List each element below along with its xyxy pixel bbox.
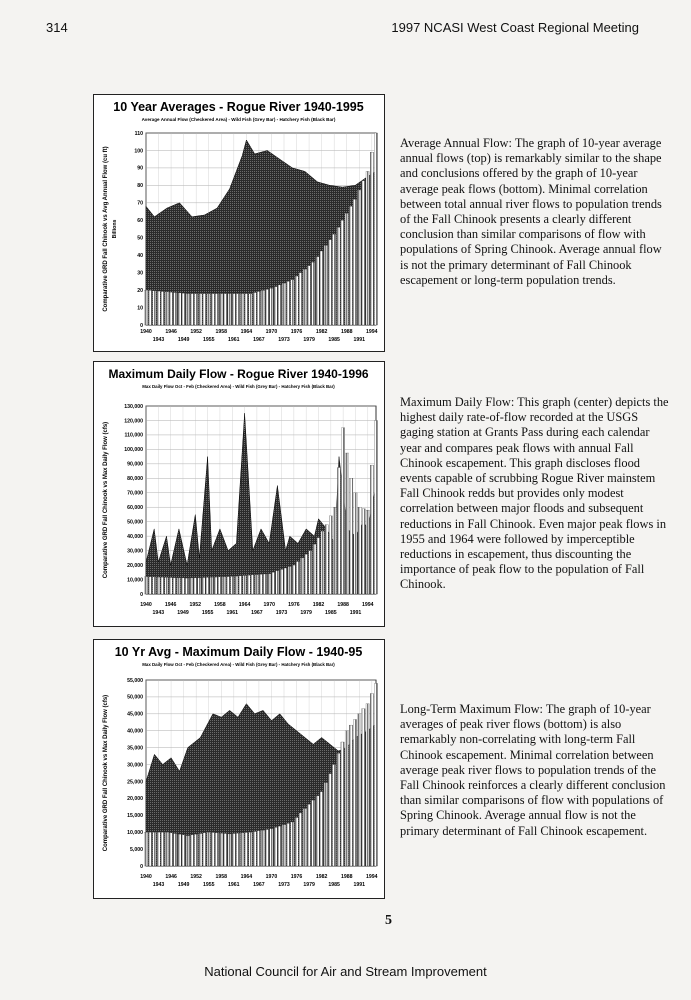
fish-bar xyxy=(261,830,264,866)
fish-bar xyxy=(186,836,189,866)
fish-bar xyxy=(276,571,279,594)
fish-bar xyxy=(218,577,221,594)
y-tick-label: 20 xyxy=(137,287,143,294)
x-tick-label: 1994 xyxy=(366,874,378,880)
x-tick-label: 1985 xyxy=(328,337,340,343)
fish-bar xyxy=(320,251,323,325)
y-tick-label: 5,000 xyxy=(130,846,143,853)
fish-bar xyxy=(186,578,189,594)
y-tick-label: 10,000 xyxy=(127,577,143,584)
y-tick-label: 30 xyxy=(137,270,143,277)
y-tick-label: 30,000 xyxy=(127,548,143,555)
fish-bar xyxy=(261,290,264,325)
fish-bar xyxy=(253,832,256,867)
x-tick-label: 1970 xyxy=(265,329,278,335)
description-annual-flow: Average Annual Flow: The graph of 10-year average annual flows (top) is remarkably similar to the shape and conclusions offered by the graph of 10-year average peak flows (bottom). Minimal correlation between total annual river flows to population trends of the Fall Chinook presents a clearly different conclusion than similar comparisons of flow with populations of Spring Chinook. Average annual flow is not the primary determinant of Fall Chinook escapement or long-term population trends. xyxy=(400,136,662,287)
x-tick-label: 1946 xyxy=(165,874,177,880)
chart-subtitle: Max Daily Flow Oct - Feb (Checkered Area) - Wild Fish (Grey Bar) - Hatchery Fish (Black Bar) xyxy=(142,662,335,667)
fish-bar xyxy=(186,294,189,325)
fish-bar xyxy=(370,465,373,594)
x-tick-label: 1949 xyxy=(177,882,190,888)
x-tick-label: 1958 xyxy=(214,602,226,608)
x-tick-label: 1940 xyxy=(140,602,152,608)
fish-bar xyxy=(317,538,320,594)
fish-bar xyxy=(144,290,147,325)
x-tick-label: 1952 xyxy=(189,602,202,608)
fish-bar xyxy=(207,832,210,866)
fish-bar xyxy=(374,421,377,595)
chart-subtitle: Max Daily Flow Oct - Feb (Checkered Area) - Wild Fish (Grey Bar) - Hatchery Fish (Black Bar) xyxy=(142,384,335,389)
description-max-daily-flow: Maximum Daily Flow: This graph (center) depicts the highest daily rate-of-flow recorded at the USGS gaging station at Grants Pass during each calendar year and compares peak flows with annual Fall Chinook escapement. This graph discloses flood events capable of scrubbing Rogue River mainstem Fall Chinook redds but provides only modest correlation between major floods and subsequent reductions in Fall Chinook. Even major peak flows in 1955 and 1964 were followed by imperceptible reductions in escapement, thus discounting the importance of peak flow to the population of Fall Chinook. xyxy=(400,395,669,592)
chart-title: Maximum Daily Flow - Rogue River 1940-1996 xyxy=(108,367,369,381)
y-tick-label: 30,000 xyxy=(127,762,143,769)
x-tick-label: 1991 xyxy=(349,610,362,616)
chart-avg-max-daily-flow xyxy=(93,639,385,899)
y-tick-label: 100 xyxy=(134,148,143,155)
footer: National Council for Air and Stream Improvement xyxy=(204,964,487,979)
chart-avg-max-daily-flow-svg xyxy=(94,640,383,897)
fish-bar xyxy=(215,294,218,325)
y-tick-label: 0 xyxy=(140,863,143,870)
fish-bar xyxy=(312,800,315,866)
x-tick-label: 1943 xyxy=(152,882,165,888)
x-tick-label: 1943 xyxy=(152,337,165,343)
fish-bar xyxy=(177,578,180,594)
fish-bar xyxy=(149,832,152,866)
fish-bar xyxy=(210,577,213,594)
fish-bar xyxy=(161,577,164,594)
fish-bar xyxy=(274,287,277,325)
x-tick-label: 1970 xyxy=(265,874,278,880)
fish-bar xyxy=(243,576,246,595)
fish-bar xyxy=(153,832,156,866)
y-tick-label: 50 xyxy=(137,235,143,242)
fish-bar xyxy=(337,753,340,866)
y-tick-label: 50,000 xyxy=(127,694,143,701)
fish-bar xyxy=(292,565,295,594)
fish-bar xyxy=(220,294,223,325)
fish-bar xyxy=(307,804,310,866)
y-axis-unit: Billions xyxy=(112,219,118,239)
fish-bar xyxy=(345,213,348,325)
fish-bar xyxy=(305,554,308,594)
fish-bar xyxy=(149,577,152,594)
fish-bar xyxy=(206,577,209,594)
fish-bar xyxy=(353,199,356,325)
fish-bar xyxy=(325,525,328,594)
y-tick-label: 70,000 xyxy=(127,490,143,497)
y-tick-label: 60 xyxy=(137,218,143,225)
x-tick-label: 1949 xyxy=(177,610,189,616)
fish-bar xyxy=(337,468,340,595)
fish-bar xyxy=(349,725,352,866)
fish-bar xyxy=(266,289,269,325)
y-axis-label: Comparative GRD Fall Chinook vs Max Daily Flow (cfs) xyxy=(103,694,109,852)
y-tick-label: 55,000 xyxy=(127,677,143,684)
fish-bar xyxy=(190,294,193,325)
y-tick-label: 20,000 xyxy=(127,562,143,569)
fish-bar xyxy=(178,293,181,325)
fish-bar xyxy=(296,562,299,595)
fish-bar xyxy=(358,190,361,325)
fish-bar xyxy=(236,833,239,866)
y-tick-label: 80,000 xyxy=(127,476,143,483)
fish-bar xyxy=(324,245,327,325)
fish-bar xyxy=(231,576,234,594)
fish-bar xyxy=(190,578,193,594)
fish-bar xyxy=(232,834,235,867)
fish-bar xyxy=(284,568,287,594)
fish-bar xyxy=(245,294,248,325)
fish-bar xyxy=(224,294,227,325)
fish-bar xyxy=(224,834,227,867)
fish-bar xyxy=(173,578,176,594)
y-tick-label: 80 xyxy=(137,183,143,190)
fish-bar xyxy=(328,240,331,325)
x-tick-label: 1973 xyxy=(275,610,288,616)
fish-bar xyxy=(241,833,244,866)
fish-bar xyxy=(333,234,336,325)
fish-bar xyxy=(215,833,218,866)
fish-bar xyxy=(203,294,206,325)
chart-title: 10 Year Averages - Rogue River 1940-1995 xyxy=(113,100,364,114)
fish-bar xyxy=(299,273,302,325)
x-tick-label: 1964 xyxy=(240,874,253,880)
y-tick-label: 35,000 xyxy=(127,745,143,752)
fish-bar xyxy=(333,765,336,867)
x-tick-label: 1958 xyxy=(215,874,228,880)
x-tick-label: 1955 xyxy=(202,337,215,343)
fish-bar xyxy=(203,833,206,866)
fish-bar xyxy=(349,206,352,325)
fish-bar xyxy=(324,783,327,866)
fish-bar xyxy=(328,774,331,866)
fish-bar xyxy=(346,453,349,594)
fish-bar xyxy=(165,577,168,594)
fish-bar xyxy=(257,292,260,326)
fish-bar xyxy=(272,572,275,594)
fish-bar xyxy=(161,292,164,326)
x-tick-label: 1967 xyxy=(253,882,265,888)
x-tick-label: 1961 xyxy=(228,337,240,343)
fish-bar xyxy=(329,516,332,594)
fish-bar xyxy=(241,294,244,325)
fish-bar xyxy=(182,835,185,866)
x-tick-label: 1952 xyxy=(190,329,202,335)
x-tick-label: 1994 xyxy=(362,602,374,608)
fish-bar xyxy=(169,833,172,866)
fish-bar xyxy=(316,796,319,866)
fish-bar xyxy=(251,575,254,594)
page-marker: 5 xyxy=(385,913,392,928)
y-tick-label: 25,000 xyxy=(127,779,143,786)
fish-bar xyxy=(353,720,356,867)
fish-bar xyxy=(190,835,193,866)
fish-bar xyxy=(374,133,377,325)
chart-title: 10 Yr Avg - Maximum Daily Flow - 1940-95 xyxy=(114,645,363,659)
fish-bar xyxy=(301,558,304,594)
fish-bar xyxy=(342,428,345,594)
x-tick-label: 1982 xyxy=(315,329,328,335)
fish-bar xyxy=(198,578,201,594)
fish-bar xyxy=(266,830,269,867)
fish-bar xyxy=(249,294,252,325)
x-tick-label: 1964 xyxy=(240,329,253,335)
fish-bar xyxy=(303,269,306,325)
y-tick-label: 50,000 xyxy=(127,519,143,526)
fish-bar xyxy=(320,792,323,866)
x-tick-label: 1988 xyxy=(337,602,349,608)
x-tick-label: 1979 xyxy=(303,882,315,888)
fish-bar xyxy=(181,578,184,594)
x-tick-label: 1976 xyxy=(290,874,303,880)
chart-annual-flow xyxy=(93,94,385,352)
x-tick-label: 1952 xyxy=(190,874,202,880)
fish-bar xyxy=(199,294,202,325)
y-tick-label: 10,000 xyxy=(127,829,143,836)
x-tick-label: 1988 xyxy=(340,329,353,335)
fish-bar xyxy=(337,227,340,325)
fish-bar xyxy=(211,294,214,325)
fish-bar xyxy=(366,171,369,325)
y-tick-label: 110,000 xyxy=(124,432,143,439)
y-tick-label: 10 xyxy=(137,305,143,312)
y-tick-label: 40,000 xyxy=(127,728,143,735)
fish-bar xyxy=(174,834,177,867)
fish-bar xyxy=(247,575,250,594)
fish-bar xyxy=(362,709,365,866)
x-tick-label: 1943 xyxy=(152,610,165,616)
fish-bar xyxy=(268,574,271,594)
fish-bar xyxy=(341,742,344,866)
fish-bar xyxy=(282,283,285,325)
y-tick-label: 70 xyxy=(137,200,143,207)
fish-bar xyxy=(245,833,248,867)
fish-bar xyxy=(312,262,315,325)
x-tick-label: 1991 xyxy=(353,337,366,343)
fish-bar xyxy=(374,683,377,866)
fish-bar xyxy=(232,294,235,325)
fish-bar xyxy=(255,575,258,594)
page-number: 314 xyxy=(46,20,68,35)
x-tick-label: 1940 xyxy=(140,874,152,880)
x-tick-label: 1946 xyxy=(165,329,177,335)
fish-bar xyxy=(253,293,256,326)
fish-bar xyxy=(366,704,369,866)
fish-bar xyxy=(291,280,294,325)
fish-bar xyxy=(370,152,373,325)
chart-subtitle: Average Annual Flow (Checkered Area) - Wild Fish (Grey Bar) - Hatchery Fish (Black Bar) xyxy=(141,117,336,122)
x-tick-label: 1949 xyxy=(177,337,190,343)
x-tick-label: 1940 xyxy=(140,329,152,335)
x-tick-label: 1976 xyxy=(290,329,303,335)
x-tick-label: 1982 xyxy=(312,602,325,608)
x-tick-label: 1964 xyxy=(238,602,251,608)
fish-bar xyxy=(333,507,336,594)
fish-bar xyxy=(282,825,285,866)
fish-bar xyxy=(194,578,197,594)
y-tick-label: 100,000 xyxy=(124,447,143,454)
fish-bar xyxy=(235,576,238,594)
fish-bar xyxy=(270,829,273,866)
y-tick-label: 90 xyxy=(137,165,143,172)
x-tick-label: 1970 xyxy=(263,602,275,608)
fish-bar xyxy=(287,823,290,866)
y-tick-label: 130,000 xyxy=(124,403,143,410)
fish-bar xyxy=(358,714,361,866)
fish-bar xyxy=(157,577,160,594)
fish-bar xyxy=(214,577,217,594)
fish-bar xyxy=(270,288,273,325)
fish-bar xyxy=(288,567,291,595)
y-tick-label: 0 xyxy=(140,591,143,598)
y-tick-label: 45,000 xyxy=(127,711,143,718)
x-tick-label: 1967 xyxy=(251,610,263,616)
fish-bar xyxy=(309,551,312,594)
x-tick-label: 1973 xyxy=(278,337,290,343)
y-tick-label: 20,000 xyxy=(127,796,143,803)
fish-bar xyxy=(228,834,231,866)
x-tick-label: 1967 xyxy=(253,337,265,343)
x-tick-label: 1955 xyxy=(202,882,215,888)
fish-bar xyxy=(321,531,324,594)
fish-bar xyxy=(239,576,242,594)
y-tick-label: 110 xyxy=(134,130,143,137)
y-tick-label: 120,000 xyxy=(124,418,143,425)
fish-bar xyxy=(161,832,164,866)
x-tick-label: 1988 xyxy=(340,874,353,880)
fish-bar xyxy=(257,831,260,866)
fish-bar xyxy=(165,832,168,866)
fish-bar xyxy=(354,493,357,594)
fish-bar xyxy=(157,291,160,325)
fish-bar xyxy=(195,834,198,866)
fish-bar xyxy=(202,578,205,595)
fish-bar xyxy=(199,834,202,867)
fish-bar xyxy=(165,292,168,325)
fish-bar xyxy=(222,577,225,594)
fish-bar xyxy=(366,510,369,594)
fish-bar xyxy=(299,813,302,866)
fish-bar xyxy=(236,294,239,325)
fish-bar xyxy=(345,731,348,866)
x-tick-label: 1961 xyxy=(226,610,239,616)
fish-bar xyxy=(307,266,310,325)
x-tick-label: 1958 xyxy=(215,329,228,335)
fish-bar xyxy=(341,220,344,325)
fish-bar xyxy=(362,509,365,594)
x-tick-label: 1955 xyxy=(201,610,214,616)
y-axis-label: Comparative GRD Fall Chinook vs Avg Annual Flow (cu ft) xyxy=(103,146,109,312)
fish-bar xyxy=(207,294,210,325)
chart-annual-flow-svg xyxy=(94,95,383,350)
x-tick-label: 1976 xyxy=(288,602,300,608)
fish-bar xyxy=(370,694,373,867)
fish-bar xyxy=(287,281,290,325)
fish-bar xyxy=(278,826,281,866)
fish-bar xyxy=(316,257,319,325)
fish-bar xyxy=(227,577,230,594)
fish-bar xyxy=(358,507,361,594)
y-tick-label: 40 xyxy=(137,252,143,259)
x-tick-label: 1946 xyxy=(164,602,177,608)
x-tick-label: 1985 xyxy=(325,610,337,616)
x-tick-label: 1961 xyxy=(228,882,240,888)
meeting-title: 1997 NCASI West Coast Regional Meeting xyxy=(391,20,639,35)
x-tick-label: 1973 xyxy=(278,882,290,888)
fish-bar xyxy=(178,834,181,866)
fish-bar xyxy=(228,294,231,325)
description-long-term-flow: Long-Term Maximum Flow: The graph of 10-year averages of peak river flows (bottom) is also remarkably non-correlating with long-term Fall Chinook escapement. Minimal correlation between average peak river flows to population trends of the Fall Chinook reinforces a clearly different conclusion than similar comparisons of flow with populations of Spring Chinook. Average annual flow is not the primary determinant of Fall Chinook escapement. xyxy=(400,702,666,838)
fish-bar xyxy=(362,181,365,325)
y-axis-label: Comparative GRD Fall Chinook vs Max Daily Flow (cfs) xyxy=(103,421,109,579)
x-tick-label: 1979 xyxy=(300,610,312,616)
fish-bar xyxy=(211,833,214,867)
fish-bar xyxy=(295,276,298,325)
x-tick-label: 1985 xyxy=(328,882,340,888)
y-tick-label: 0 xyxy=(140,322,143,329)
fish-bar xyxy=(157,832,160,866)
fish-bar xyxy=(291,822,294,866)
x-tick-label: 1979 xyxy=(303,337,315,343)
x-tick-label: 1982 xyxy=(315,874,328,880)
y-tick-label: 40,000 xyxy=(127,533,143,540)
chart-max-daily-flow xyxy=(93,361,385,627)
fish-bar xyxy=(280,569,283,594)
chart-max-daily-flow-svg xyxy=(94,362,383,625)
fish-bar xyxy=(153,577,156,594)
fish-bar xyxy=(174,293,177,326)
fish-bar xyxy=(182,293,185,325)
fish-bar xyxy=(264,574,267,594)
fish-bar xyxy=(313,544,316,594)
fish-bar xyxy=(149,290,152,325)
fish-bar xyxy=(350,478,353,594)
fish-bar xyxy=(169,578,172,595)
x-tick-label: 1994 xyxy=(366,329,378,335)
y-tick-label: 15,000 xyxy=(127,813,143,820)
fish-bar xyxy=(220,833,223,866)
fish-bar xyxy=(153,291,156,325)
x-tick-label: 1991 xyxy=(353,882,366,888)
fish-bar xyxy=(249,832,252,866)
y-tick-label: 90,000 xyxy=(127,461,143,468)
fish-bar xyxy=(303,809,306,867)
fish-bar xyxy=(169,292,172,325)
fish-bar xyxy=(274,827,277,866)
fish-bar xyxy=(144,577,147,594)
fish-bar xyxy=(278,285,281,325)
fish-bar xyxy=(144,832,147,866)
y-tick-label: 60,000 xyxy=(127,505,143,512)
fish-bar xyxy=(295,818,298,867)
fish-bar xyxy=(195,294,198,325)
fish-bar xyxy=(259,574,262,594)
